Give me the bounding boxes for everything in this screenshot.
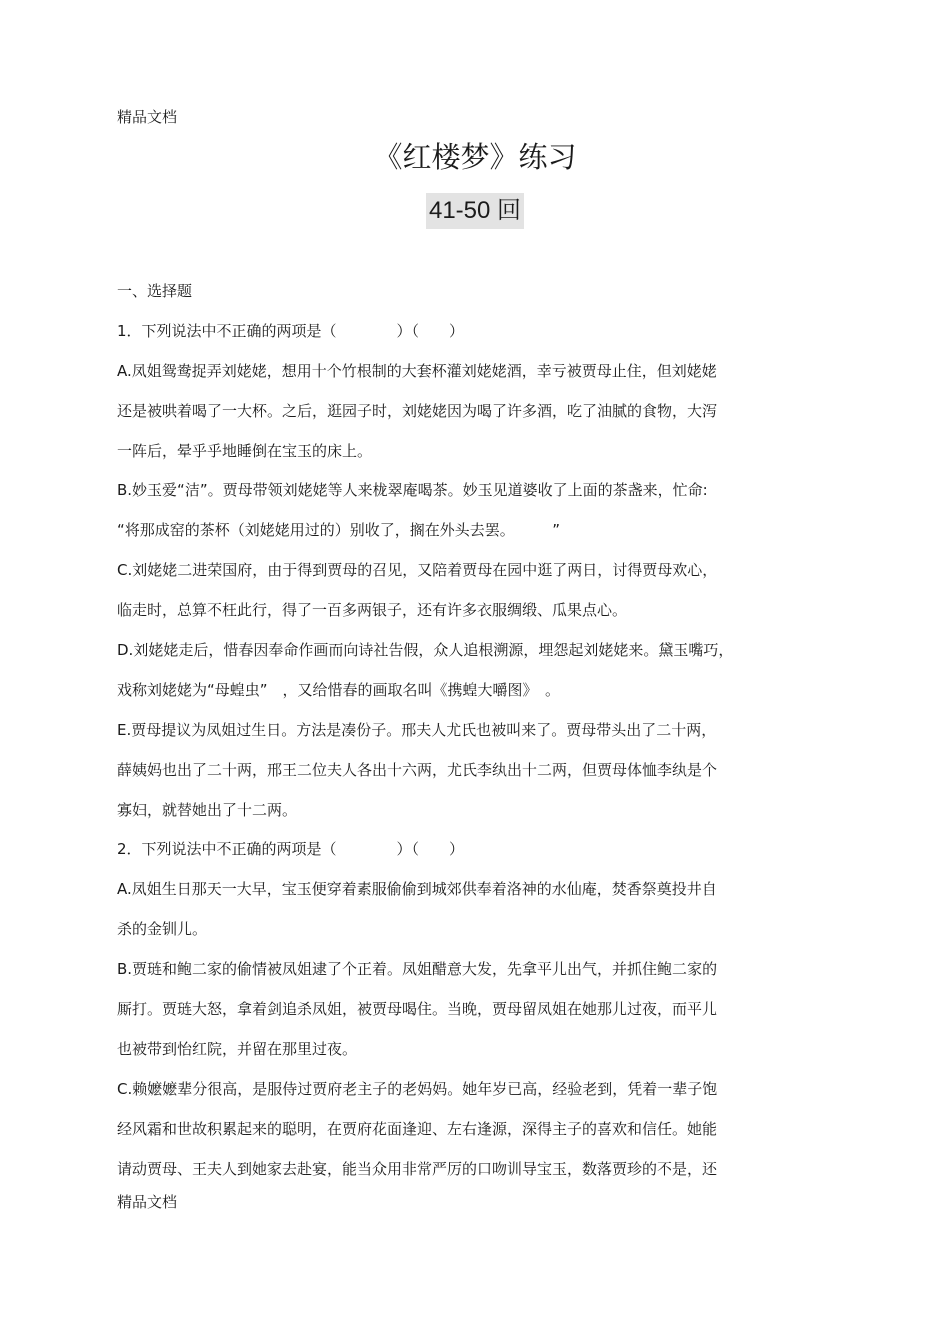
page-header-label: 精品文档 — [117, 108, 178, 126]
question-1-option-c-line-2: 临走时，总算不枉此行，得了一百多两银子，还有许多衣服绸缎、瓜果点心。 — [117, 601, 628, 619]
question-1-option-e-line-2: 薛姨妈也出了二十两，邢王二位夫人各出十六两，尤氏李纨出十二两，但贾母体恤李纨是个 — [117, 761, 718, 779]
question-1-option-d-line-2: 戏称刘姥姥为“母蝗虫” ，又给惜春的画取名叫《携蝗大嚼图》 。 — [117, 681, 561, 699]
page-footer-label: 精品文档 — [117, 1193, 178, 1211]
question-1-option-b-line-1: B.妙玉爱“洁”。贾母带领刘姥姥等人来栊翠庵喝茶。妙玉见道婆收了上面的茶盏来，忙命: — [117, 481, 708, 499]
question-2-option-c-line-3: 请动贾母、王夫人到她家去赴宴，能当众用非常严厉的口吻训导宝玉，数落贾珍的不是，还 — [117, 1160, 718, 1178]
question-1-option-c-line-1: C.刘姥姥二进荣国府，由于得到贾母的召见，又陪着贾母在园中逛了两日，讨得贾母欢心， — [117, 561, 718, 579]
question-2-option-b-line-2: 厮打。贾琏大怒，拿着剑追杀凤姐，被贾母喝住。当晚，贾母留凤姐在她那儿过夜，而平儿 — [117, 1000, 718, 1018]
question-1-option-a-line-2: 还是被哄着喝了一大杯。之后，逛园子时，刘姥姥因为喝了许多酒，吃了油腻的食物，大泻 — [117, 402, 718, 420]
question-1-option-e-line-1: E.贾母提议为凤姐过生日。方法是凑份子。邢夫人尤氏也被叫来了。贾母带头出了二十两， — [117, 721, 717, 739]
document-title: 《红楼梦》练习 — [373, 140, 577, 174]
question-2-option-a-line-1: A.凤姐生日那天一大早，宝玉便穿着素服偷偷到城郊供奉着洛神的水仙庵，焚香祭奠投井自 — [117, 880, 717, 898]
question-1-option-a-line-1: A.凤姐鸳鸯捉弄刘姥姥，想用十个竹根制的大套杯灌刘姥姥酒，幸亏被贾母止住，但刘姥姥 — [117, 362, 717, 380]
question-2-stem: 2．下列说法中不正确的两项是（ ）（ ） — [117, 840, 465, 858]
question-1-option-d-line-1: D.刘姥姥走后，惜春因奉命作画而向诗社告假，众人追根溯源，埋怨起刘姥姥来。黛玉嘴巧， — [117, 641, 734, 659]
question-2-option-b-line-1: B.贾琏和鲍二家的偷情被凤姐逮了个正着。凤姐醋意大发，先拿平儿出气，并抓住鲍二家的 — [117, 960, 718, 978]
subtitle-container — [0, 193, 950, 229]
question-2-option-a-line-2: 杀的金钏儿。 — [117, 920, 208, 938]
section-heading: 一、选择题 — [117, 282, 193, 300]
question-2-option-c-line-2: 经风霜和世故积累起来的聪明，在贾府花面逢迎、左右逢源，深得主子的喜欢和信任。她能 — [117, 1120, 718, 1138]
question-1-option-a-line-3: 一阵后，晕乎乎地睡倒在宝玉的床上。 — [117, 442, 373, 460]
question-2-option-c-line-1: C.赖嬷嬷辈分很高，是服侍过贾府老主子的老妈妈。她年岁已高，经验老到，凭着一辈子饱 — [117, 1080, 718, 1098]
question-1-stem: 1．下列说法中不正确的两项是（ ）（ ） — [117, 322, 465, 340]
document-subtitle: 41-50 回 — [426, 193, 524, 229]
question-2-option-b-line-3: 也被带到怡红院，并留在那里过夜。 — [117, 1040, 358, 1058]
question-1-option-b-line-2: “将那成窑的茶杯（刘姥姥用过的）别收了，搁在外头去罢。 ” — [117, 521, 561, 539]
question-1-option-e-line-3: 寡妇，就替她出了十二两。 — [117, 801, 298, 819]
